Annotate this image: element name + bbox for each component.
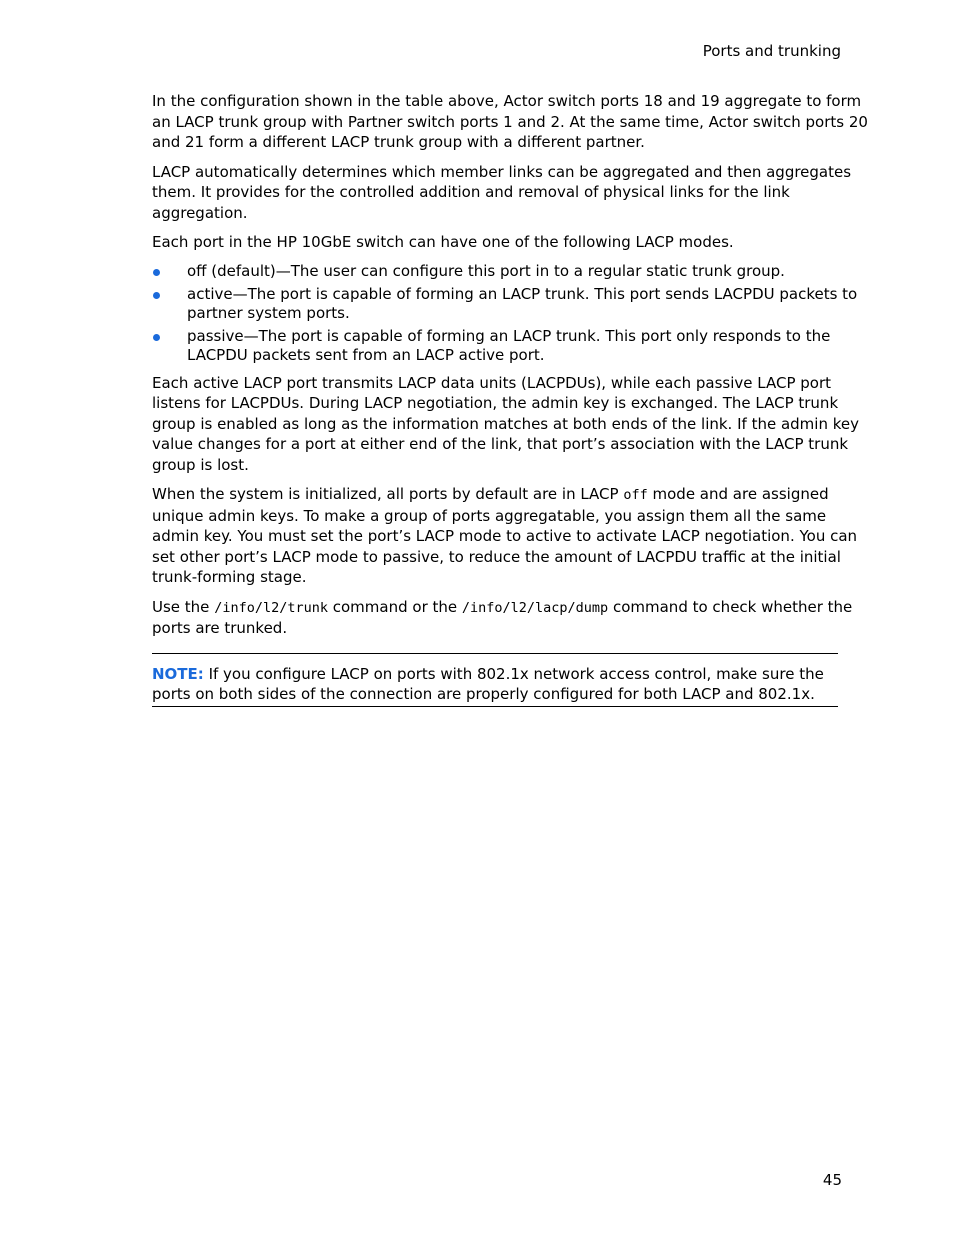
text-segment: mode and are assigned unique admin keys. To make a group of ports aggregatable, you assign them all the same admin key. You must set the port’s LACP mode to active to activate LACP negotiation. You can set other port’s LACP mode to passive, to reduce the amount of LACPDU traffic at the initial trunk-forming stage. — [152, 485, 858, 586]
note-text: If you configure LACP on ports with 802.1x network access control, make sure the ports on both sides of the connection are properly configured for both LACP and 802.1x. — [152, 664, 824, 703]
list-item-text: off (default)—The user can configure this port in to a regular static trunk group. — [187, 261, 785, 280]
list-item-text: passive—The port is capable of forming an LACP trunk. This port only responds to the LACPDU packets sent from an LACP active port. — [187, 326, 831, 364]
page-number: 45 — [822, 1171, 842, 1189]
code-lacp-dump-command: /info/l2/lacp/dump — [461, 599, 609, 616]
bullet-icon — [153, 269, 160, 276]
text-segment: When the system is initialized, all ports by default are in LACP — [152, 485, 624, 503]
text-segment: Use the — [152, 597, 215, 616]
paragraph-lacpdu-negotiation: Each active LACP port transmits LACP data units (LACPDUs), while each passive LACP port listens for LACPDUs. During LACP negotiation, the admin key is exchanged. The LACP trunk group is enabled as long as the information matches at both ends of the link. If the admin key value changes for a port at either end of the link, that port’s association with the LACP trunk group is lost. — [152, 373, 859, 474]
note-box — [152, 653, 838, 707]
text-segment: command to check whether the ports are trunked. — [152, 597, 853, 637]
paragraph-lacp-aggregation: LACP automatically determines which member links can be aggregated and then aggregates them. It provides for the controlled addition and removal of physical links for the link aggregation. — [152, 162, 852, 222]
paragraph-check-trunk-commands — [152, 597, 870, 639]
bullet-icon — [153, 334, 160, 341]
code-trunk-command: /info/l2/trunk — [214, 599, 328, 616]
list-item — [152, 262, 870, 281]
bullet-icon — [153, 292, 160, 299]
running-header: Ports and trunking — [702, 42, 841, 60]
text-segment: command or the — [327, 597, 462, 616]
list-item — [152, 285, 870, 323]
list-item — [152, 327, 870, 365]
code-off: off — [623, 487, 648, 503]
list-item-text: active—The port is capable of forming an LACP trunk. This port sends LACPDU packets to partner system ports. — [187, 284, 858, 322]
paragraph-lacp-modes-intro: Each port in the HP 10GbE switch can have one of the following LACP modes. — [152, 233, 734, 251]
page-content — [152, 91, 870, 707]
lacp-modes-list — [152, 262, 870, 365]
note-label: NOTE: — [152, 664, 204, 683]
paragraph-trunk-example: In the configuration shown in the table above, Actor switch ports 18 and 19 aggregate to form an LACP trunk group with Partner switch ports 1 and 2. At the same time, Actor switch ports 20 and 21 form a different LACP trunk group with a different partner. — [152, 92, 868, 151]
paragraph-system-initialization — [152, 484, 870, 588]
